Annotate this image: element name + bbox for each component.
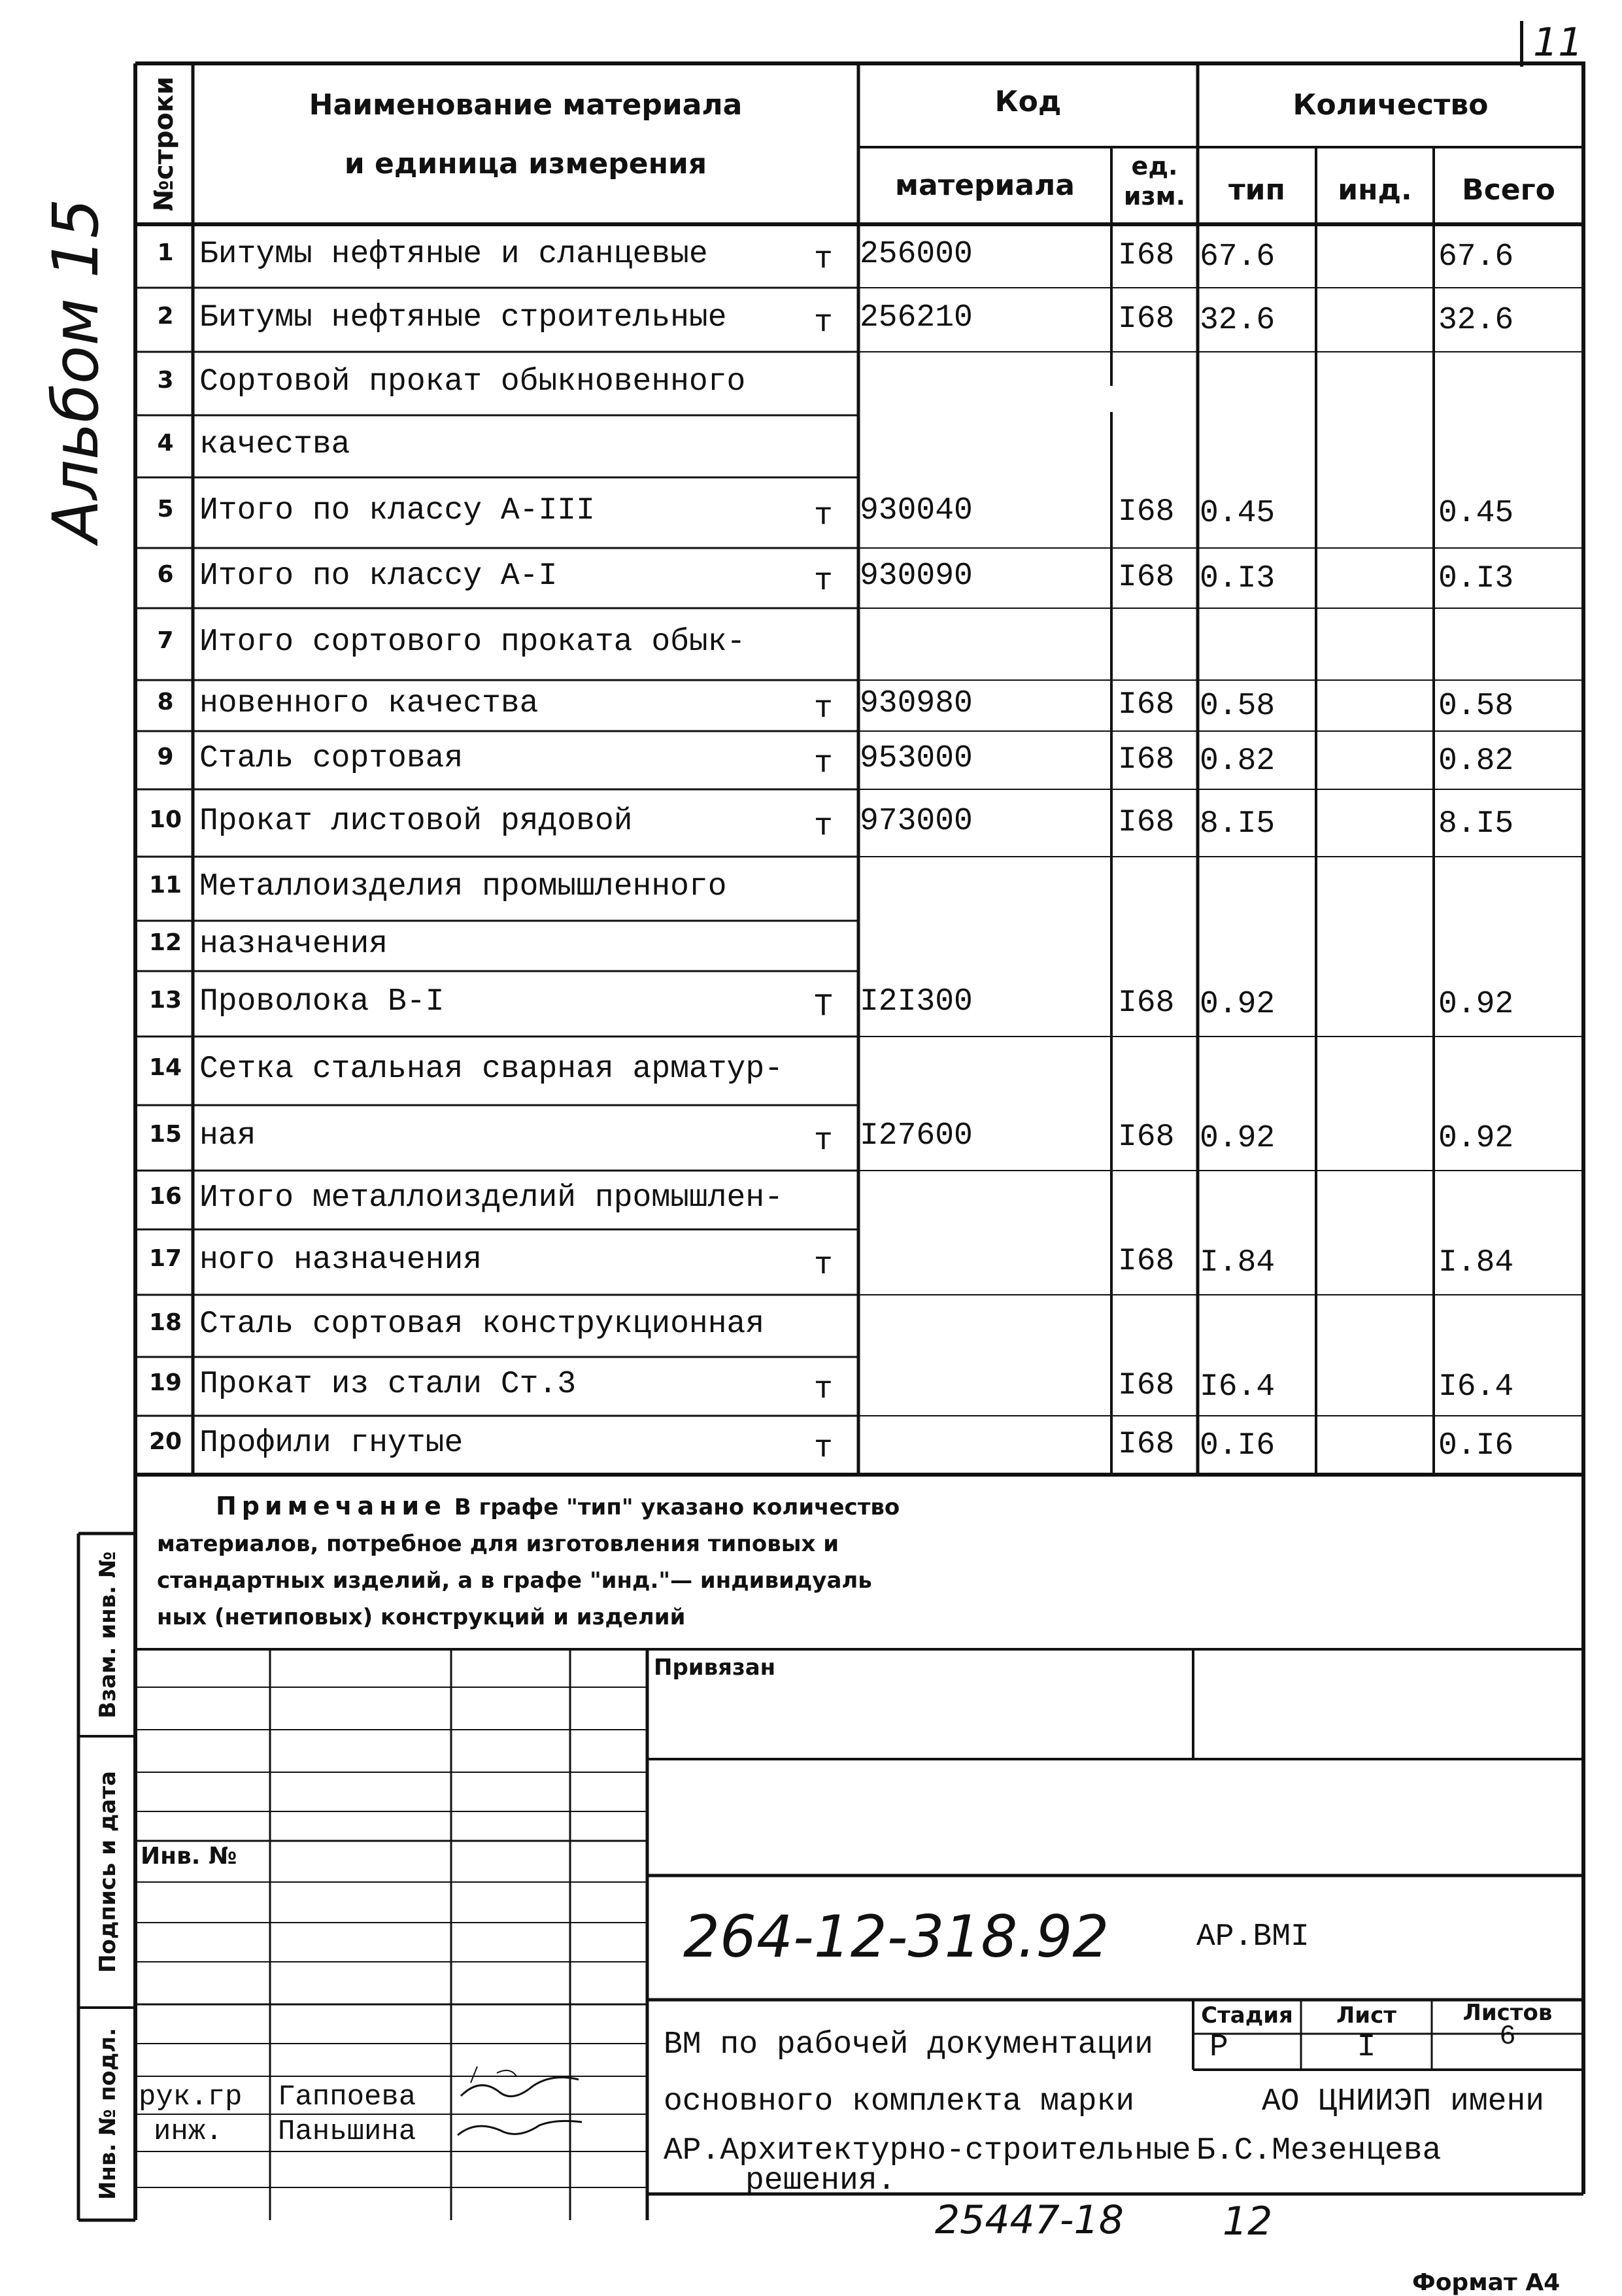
unit-code: I68 [1118,494,1175,530]
header-row-no: №строки [149,76,179,212]
role-2-name: Паньшина [278,2116,416,2148]
material-code: 930090 [860,558,973,594]
material-code: 256210 [860,300,973,335]
note-line-1: В графе "тип" указано количество [454,1494,900,1520]
title-line-4: решения. [745,2163,896,2199]
note-line-3: стандартных изделий, а в графе "инд."— индивидуаль [157,1568,872,1594]
doc-mark: АР.ВМI [1196,1919,1309,1955]
unit: т [814,745,833,781]
qty-total: 0.82 [1438,743,1514,779]
material-name: Битумы нефтяные строительные [199,300,727,335]
material-code: 973000 [860,803,973,839]
role-1: рук.гр [139,2081,243,2114]
qty-type: 0.I6 [1200,1428,1276,1464]
stage-label: Стадия [1201,2002,1293,2029]
sheet-value: I [1357,2030,1376,2065]
qty-type: 0.58 [1200,689,1276,724]
row-number: 10 [148,806,182,833]
material-name: качества [199,426,350,462]
stage-value: Р [1209,2030,1228,2065]
unit-code: I68 [1118,804,1175,840]
qty-type: 0.I3 [1200,561,1276,596]
material-code: 930980 [860,686,973,721]
qty-type: 0.92 [1200,1121,1276,1156]
material-code: I2I300 [860,984,973,1019]
note-block [157,1488,1007,1636]
material-code: 953000 [860,740,973,776]
qty-total: 0.I3 [1438,561,1514,596]
sheets-value: 6 [1499,2021,1516,2052]
material-name: Итого по классу А-III [199,493,595,528]
row-number: 7 [157,627,174,654]
row-number: 14 [148,1054,182,1081]
row-number: 2 [157,303,174,330]
qty-type: I.84 [1200,1245,1276,1280]
material-code: I27600 [860,1118,973,1154]
title-line-1: ВМ по рабочей документации [664,2027,1153,2063]
qty-type: 0.92 [1200,987,1276,1022]
header-quantity: Количество [1293,88,1489,122]
row-number: 4 [157,429,174,456]
unit: т [814,498,833,534]
unit-code: I68 [1118,1120,1175,1155]
side-label-inv-podl: Инв. № подл. [95,2027,121,2201]
qty-total: 32.6 [1438,303,1514,338]
row-number: 6 [157,561,174,588]
qty-total: 0.92 [1438,987,1514,1022]
sheet-mark: 11 [1533,20,1583,65]
qty-total: I6.4 [1438,1369,1514,1405]
qty-total: 0.45 [1438,496,1514,531]
row-number: 20 [148,1428,182,1455]
unit-code: I68 [1118,560,1175,595]
privyazan-label: Привязан [654,1654,776,1681]
unit-code: I68 [1118,742,1175,778]
material-name: Сталь сортовая конструкционная [199,1306,765,1342]
signature-1-icon [461,2078,579,2097]
footer-number: 25447-18 [935,2197,1124,2243]
row-number: 5 [157,496,174,523]
sheet-label: Лист [1336,2002,1396,2029]
unit: т [814,564,833,599]
role-1-name: Гаппоева [278,2081,416,2114]
row-number: 17 [148,1245,182,1272]
qty-type: 32.6 [1200,303,1276,338]
unit-code: I68 [1118,237,1175,273]
material-name: Металлоизделия промышленного [199,869,727,904]
header-qty-total: Всего [1462,173,1555,207]
header-qty-type: тип [1228,173,1285,207]
role-2: инж. [154,2116,223,2148]
header-name-2: и единица измерения [344,147,707,180]
row-number: 13 [148,987,182,1014]
org-line-2: Б.С.Мезенцева [1196,2133,1442,2168]
unit: т [814,1123,833,1159]
material-name: ная [199,1118,256,1154]
inv-no-label: Инв. № [141,1843,237,1870]
signature-2-icon [458,2121,582,2135]
note-line-2: материалов, потребное для изготовления типовых и [157,1531,839,1557]
unit: т [814,305,833,341]
row-number: 8 [157,689,174,715]
unit: т [814,1431,833,1466]
unit-code: I68 [1118,985,1175,1021]
qty-total: 0.92 [1438,1121,1514,1156]
material-name: Итого металлоизделий промышлен- [199,1180,783,1216]
sheets-label: Листов [1462,2000,1553,2026]
material-name: Битумы нефтяные и сланцевые [199,236,708,272]
unit-code: I68 [1118,1427,1175,1462]
qty-total: I.84 [1438,1245,1514,1280]
qty-type: 8.I5 [1200,806,1276,842]
material-code: 256000 [860,236,973,272]
unit: Т [814,989,833,1025]
footer-page: 12 [1223,2199,1273,2244]
unit: т [814,1372,833,1407]
header-code-material: материала [895,169,1075,202]
side-label-vzam: Взам. инв. № [95,1551,121,1719]
row-number: 16 [148,1183,182,1210]
qty-type: 0.45 [1200,496,1276,531]
qty-total: 0.58 [1438,689,1514,724]
material-name: новенного качества [199,686,539,721]
material-code: 930040 [860,493,973,528]
material-name: Сталь сортовая [199,740,464,776]
unit: т [814,241,833,277]
row-number: 11 [148,872,182,899]
side-label-podpis: Подпись и дата [95,1771,121,1973]
material-name: Сортовой прокат обыкновенного [199,364,746,400]
header-code: Код [994,85,1062,118]
row-number: 18 [148,1309,182,1336]
unit-code: I68 [1118,687,1175,723]
material-name: ного назначения [199,1242,482,1278]
unit-code: I68 [1118,301,1175,337]
unit: т [814,691,833,727]
material-name: Проволока В-I [199,984,445,1019]
qty-total: 0.I6 [1438,1428,1514,1464]
row-number: 1 [157,239,174,266]
row-number: 19 [148,1369,182,1396]
doc-number: 264-12-318.92 [683,1903,1109,1970]
material-name: Прокат листовой рядовой [199,803,633,839]
note-line-4: ных (нетиповых) конструкций и изделий [157,1604,686,1630]
material-name: Итого по классу А-I [199,558,558,594]
material-name: назначения [199,926,388,962]
header-code-unit-2: изм. [1123,182,1186,211]
header-code-unit-1: ед. [1131,152,1178,180]
qty-total: 8.I5 [1438,806,1514,842]
album-label: Альбом 15 [39,198,112,543]
format-label: Формат А4 [1412,2269,1561,2296]
qty-type: 67.6 [1200,239,1276,275]
material-name: Профили гнутые [199,1426,464,1461]
unit: т [814,1248,833,1283]
row-number: 3 [157,366,174,394]
row-number: 15 [148,1121,182,1148]
unit-code: I68 [1118,1244,1175,1279]
material-name: Сетка стальная сварная арматур- [199,1051,783,1087]
row-number: 9 [157,743,174,770]
title-line-3: АР.Архитектурно-строительные [664,2133,1191,2168]
title-line-2: основного комплекта марки [664,2084,1135,2119]
material-name: Прокат из стали Ст.3 [199,1367,577,1402]
header-qty-ind: инд. [1338,173,1412,207]
material-name: Итого сортового проката обык- [199,625,746,660]
header-name-1: Наименование материала [309,88,743,122]
note-title: Примечание [216,1492,447,1520]
org-line-1: АО ЦНИИЭП имени [1262,2084,1545,2119]
qty-type: 0.82 [1200,743,1276,779]
unit: т [814,808,833,844]
unit-code: I68 [1118,1368,1175,1403]
qty-type: I6.4 [1200,1369,1276,1405]
qty-total: 67.6 [1438,239,1514,275]
row-number: 12 [148,929,182,956]
